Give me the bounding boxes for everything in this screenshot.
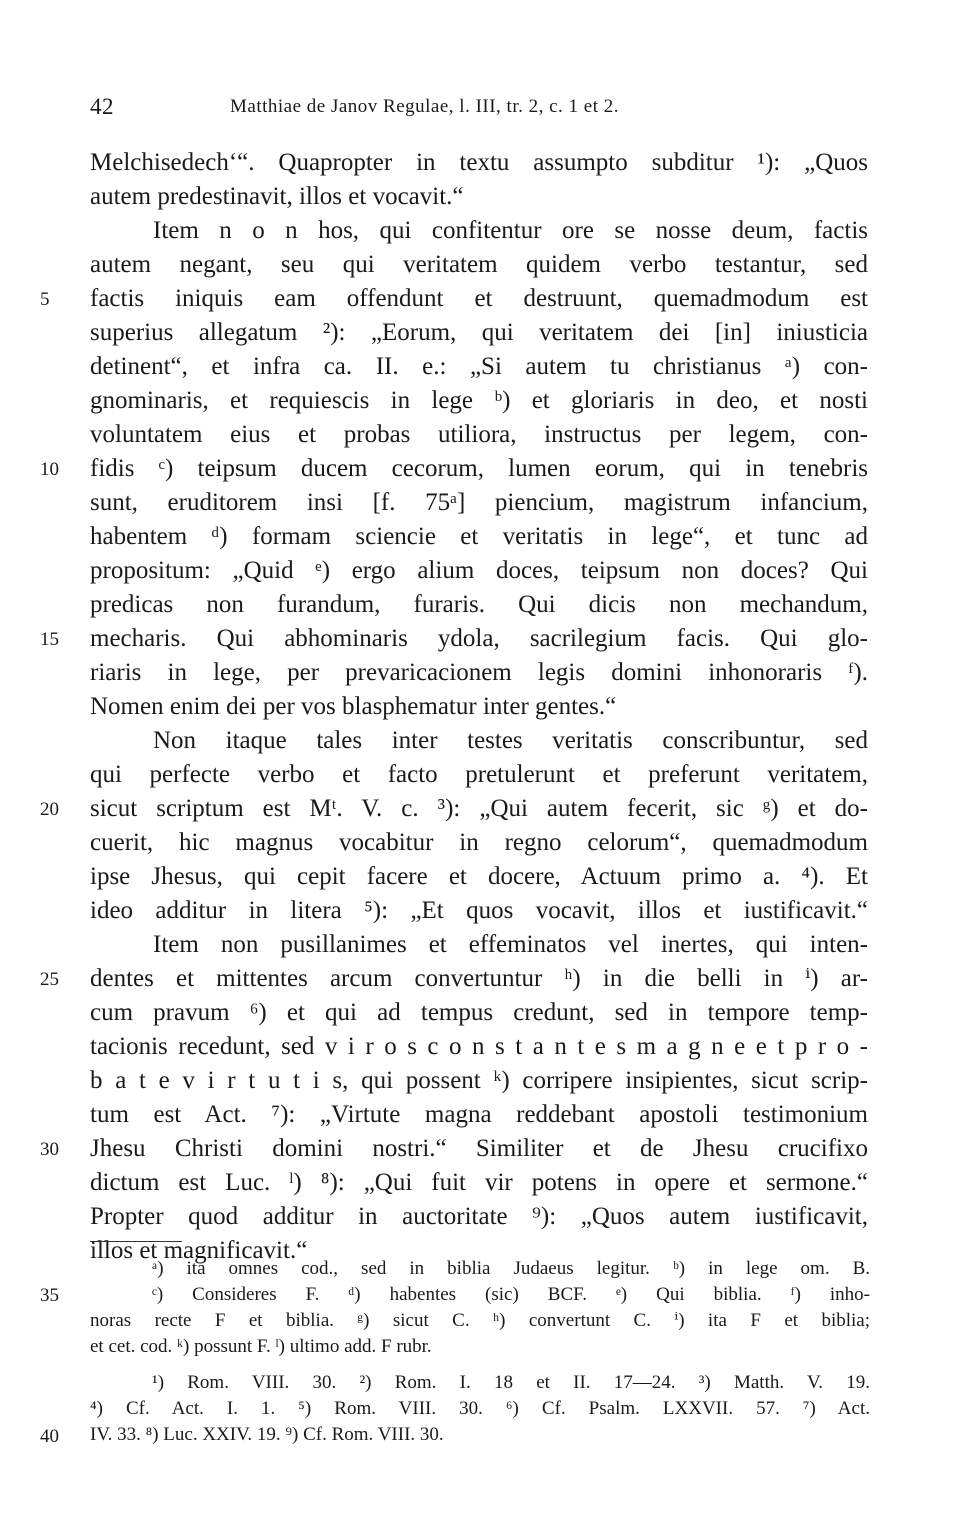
apparatus-note: et cet. cod. ᵏ) possunt F. ˡ) ultimo add. F rubr.	[90, 1336, 432, 1357]
line-number: 40	[40, 1426, 59, 1447]
text-line: cuerit, hic magnus vocabitur in regno celorum“, quemadmodum	[90, 829, 868, 856]
source-note: IV. 33. ⁸) Luc. XXIV. 19. ⁹) Cf. Rom. VIII. 30.	[90, 1424, 444, 1445]
text-line: sicut scriptum est Mᵗ. V. c. ³): „Qui autem fecerit, sic ᵍ) et do-	[90, 795, 868, 822]
text-line: habentem ᵈ) formam sciencie et veritatis in lege“, et tunc ad	[90, 523, 868, 550]
apparatus-note: ᵃ) ita omnes cod., sed in biblia Judaeus legitur. ᵇ) in lege om. B.	[152, 1258, 870, 1279]
running-title: Matthiae de Janov Regulae, l. III, tr. 2, c. 1 et 2.	[230, 96, 620, 117]
source-note: ¹) Rom. VIII. 30. ²) Rom. I. 18 et II. 17—24. ³) Matth. V. 19.	[152, 1372, 870, 1393]
text-line: Propter quod additur in auctoritate ⁹): „Quos autem iustificavit,	[90, 1203, 868, 1230]
text-line: illos et magnificavit.“	[90, 1237, 308, 1264]
apparatus-note: ᶜ) Consideres F. ᵈ) habentes (sic) BCF. ᵉ) Qui biblia. ᶠ) inho-	[152, 1284, 870, 1305]
page-header	[90, 94, 870, 128]
text-line: predicas non furandum, furaris. Qui dicis non mechandum,	[90, 591, 868, 618]
text-line: b a t e v i r t u t i s, qui possent ᵏ) corripere insipientes, sicut scrip-	[90, 1067, 868, 1094]
line-number: 30	[40, 1139, 59, 1160]
text-line: cum pravum ⁶) et qui ad tempus credunt, sed in tempore temp-	[90, 999, 868, 1026]
line-number: 25	[40, 969, 59, 990]
line-number: 35	[40, 1285, 59, 1306]
text-line: qui perfecte verbo et facto pretulerunt et preferunt veritatem,	[90, 761, 868, 788]
text-line: detinent“, et infra ca. II. e.: „Si autem tu christianus ᵃ) con-	[90, 353, 868, 380]
page-number: 42	[90, 94, 114, 119]
text-line: ipse Jhesus, qui cepit facere et docere, Actuum primo a. ⁴). Et	[90, 863, 868, 890]
text-line: riaris in lege, per prevaricacionem legis domini inhonoraris ᶠ).	[90, 659, 868, 686]
text-line: Nomen enim dei per vos blasphematur inter gentes.“	[90, 693, 617, 720]
text-line: tacionis recedunt, sed v i r o s c o n s t a n t e s m a g n e e t p r o -	[90, 1033, 868, 1060]
text-line: Item non pusillanimes et effeminatos vel inertes, qui inten-	[153, 931, 868, 958]
text-line: Non itaque tales inter testes veritatis conscribuntur, sed	[153, 727, 868, 754]
text-line: tum est Act. ⁷): „Virtute magna reddebant apostoli testimonium	[90, 1101, 868, 1128]
line-number: 20	[40, 799, 59, 820]
line-number: 5	[40, 289, 50, 310]
source-note: ⁴) Cf. Act. I. 1. ⁵) Rom. VIII. 30. ⁶) Cf. Psalm. LXXVII. 57. ⁷) Act.	[90, 1398, 870, 1419]
text-line: superius allegatum ²): „Eorum, qui veritatem dei [in] iniusticia	[90, 319, 868, 346]
text-line: autem negant, seu qui veritatem quidem verbo testantur, sed	[90, 251, 868, 278]
text-line: voluntatem eius et probas utiliora, instructus per legem, con-	[90, 421, 868, 448]
footnote-rule	[90, 1241, 182, 1242]
text-line: gnominaris, et requiescis in lege ᵇ) et gloriaris in deo, et nosti	[90, 387, 868, 414]
apparatus-note: noras recte F et biblia. ᵍ) sicut C. ʰ) convertunt C. ⁱ) ita F et biblia;	[90, 1310, 870, 1331]
text-line: sunt, eruditorem insi [f. 75ᵃ] piencium, magistrum infancium,	[90, 489, 868, 516]
text-line: propositum: „Quid ᵉ) ergo alium doces, teipsum non doces? Qui	[90, 557, 868, 584]
text-line: Item n o n hos, qui confitentur ore se nosse deum, factis	[153, 217, 868, 244]
line-number: 15	[40, 629, 59, 650]
text-line: mecharis. Qui abhominaris ydola, sacrilegium facis. Qui glo-	[90, 625, 868, 652]
text-line: fidis ᶜ) teipsum ducem cecorum, lumen eorum, qui in tenebris	[90, 455, 868, 482]
text-line: factis iniquis eam offendunt et destruunt, quemadmodum est	[90, 285, 868, 312]
text-line: dentes et mittentes arcum convertuntur ʰ) in die belli in ⁱ) ar-	[90, 965, 868, 992]
line-number: 10	[40, 459, 59, 480]
text-line: dictum est Luc. ˡ) ⁸): „Qui fuit vir potens in opere et sermone.“	[90, 1169, 868, 1196]
text-line: Jhesu Christi domini nostri.“ Similiter et de Jhesu crucifixo	[90, 1135, 868, 1162]
text-line: autem predestinavit, illos et vocavit.“	[90, 183, 464, 210]
text-line: Melchisedech‘“. Quapropter in textu assumpto subditur ¹): „Quos	[90, 149, 868, 176]
text-line: ideo additur in litera ⁵): „Et quos vocavit, illos et iustificavit.“	[90, 897, 868, 924]
